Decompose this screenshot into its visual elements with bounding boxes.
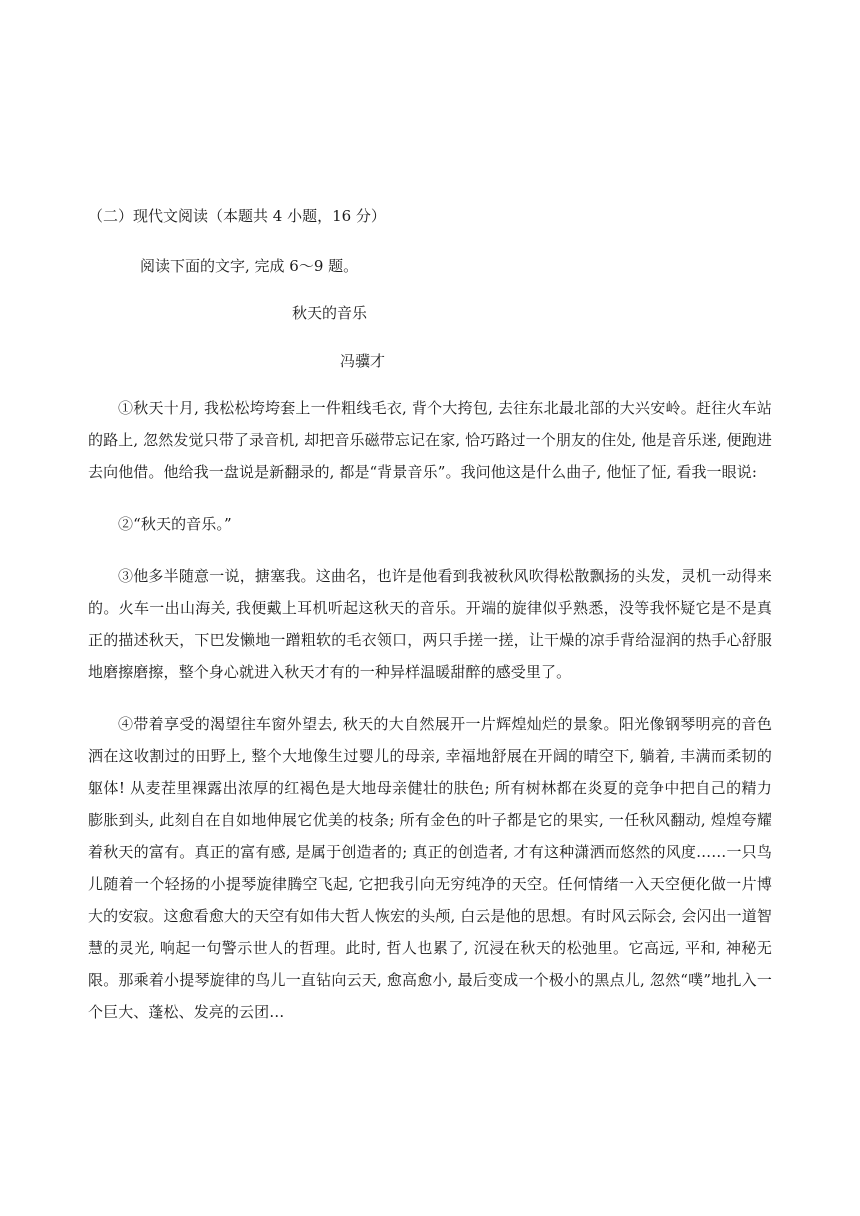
article-title: 秋天的音乐 [292, 304, 368, 322]
paragraph-3: ③他多半随意一说，搪塞我。这曲名，也许是他看到我被秋风吹得松散飘扬的头发，灵机一动得来的。火车一出山海关, 我便戴上耳机听起这秋天的音乐。开端的旋律似乎熟悉，没等我怀疑它是不是真正的描述秋天，下巴发懒地一蹭粗软的毛衣领口，两只手搓一搓，让干燥的凉手背给湿润的热手心舒服地磨擦磨擦，整个身心就进入秋天才有的一种异样温暖甜醉的感受里了。 [88, 567, 772, 681]
paragraph-2: ②“秋天的音乐。” [118, 515, 232, 533]
paragraph-4: ④带着享受的渴望往车窗外望去, 秋天的大自然展开一片辉煌灿烂的景象。阳光像钢琴明亮的音色洒在这收割过的田野上, 整个大地像生过婴儿的母亲, 幸福地舒展在开阔的晴空下, 躺着, 丰满而柔韧的躯体! 从麦茬里裸露出浓厚的红褐色是大地母亲健壮的肤色; 所有树林都在炎夏的竞争中把自己的精力膨胀到头, 此刻自在自如地伸展它优美的枝条; 所有金色的叶子都是它的果实, 一任秋风翻动, 煌煌夸耀着秋天的富有。真正的富有感, 是属于创造者的; 真正的创造者, 才有这种潇洒而悠然的风度……一只鸟儿随着一个轻扬的小提琴旋律腾空飞起, 它把我引向无穷纯净的天空。任何情绪一入天空便化做一片博大的安寂。这愈看愈大的天空有如伟大哲人恢宏的头颅, 白云是他的思想。有时风云际会, 会闪出一道智慧的灵光, 响起一句警示世人的哲理。此时, 哲人也累了, 沉浸在秋天的松弛里。它高远, 平和, 神秘无限。那乘着小提琴旋律的鸟儿一直钻向云天, 愈高愈小, 最后变成一个极小的黑点儿, 忽然“噗”地扎入一个巨大、蓬松、发亮的云团… [88, 715, 772, 1021]
section-heading: （二）现代文阅读（本题共 4 小题，16 分） [88, 207, 386, 225]
reading-instruction: 阅读下面的文字, 完成 6～9 题。 [140, 257, 359, 275]
paragraph-1: ①秋天十月, 我松松垮垮套上一件粗线毛衣, 背个大挎包, 去往东北最北部的大兴安岭。赶往火车站的路上, 忽然发觉只带了录音机, 却把音乐磁带忘记在家, 恰巧路过一个朋友的住处, 他是音乐迷, 便跑进去向他借。他给我一盘说是新翻录的, 都是“背景音乐”。我问他这是什么曲子, 他怔了怔, 看我一眼说: [88, 399, 772, 481]
article-author: 冯骥才 [340, 352, 386, 370]
article-body [88, 392, 772, 1048]
